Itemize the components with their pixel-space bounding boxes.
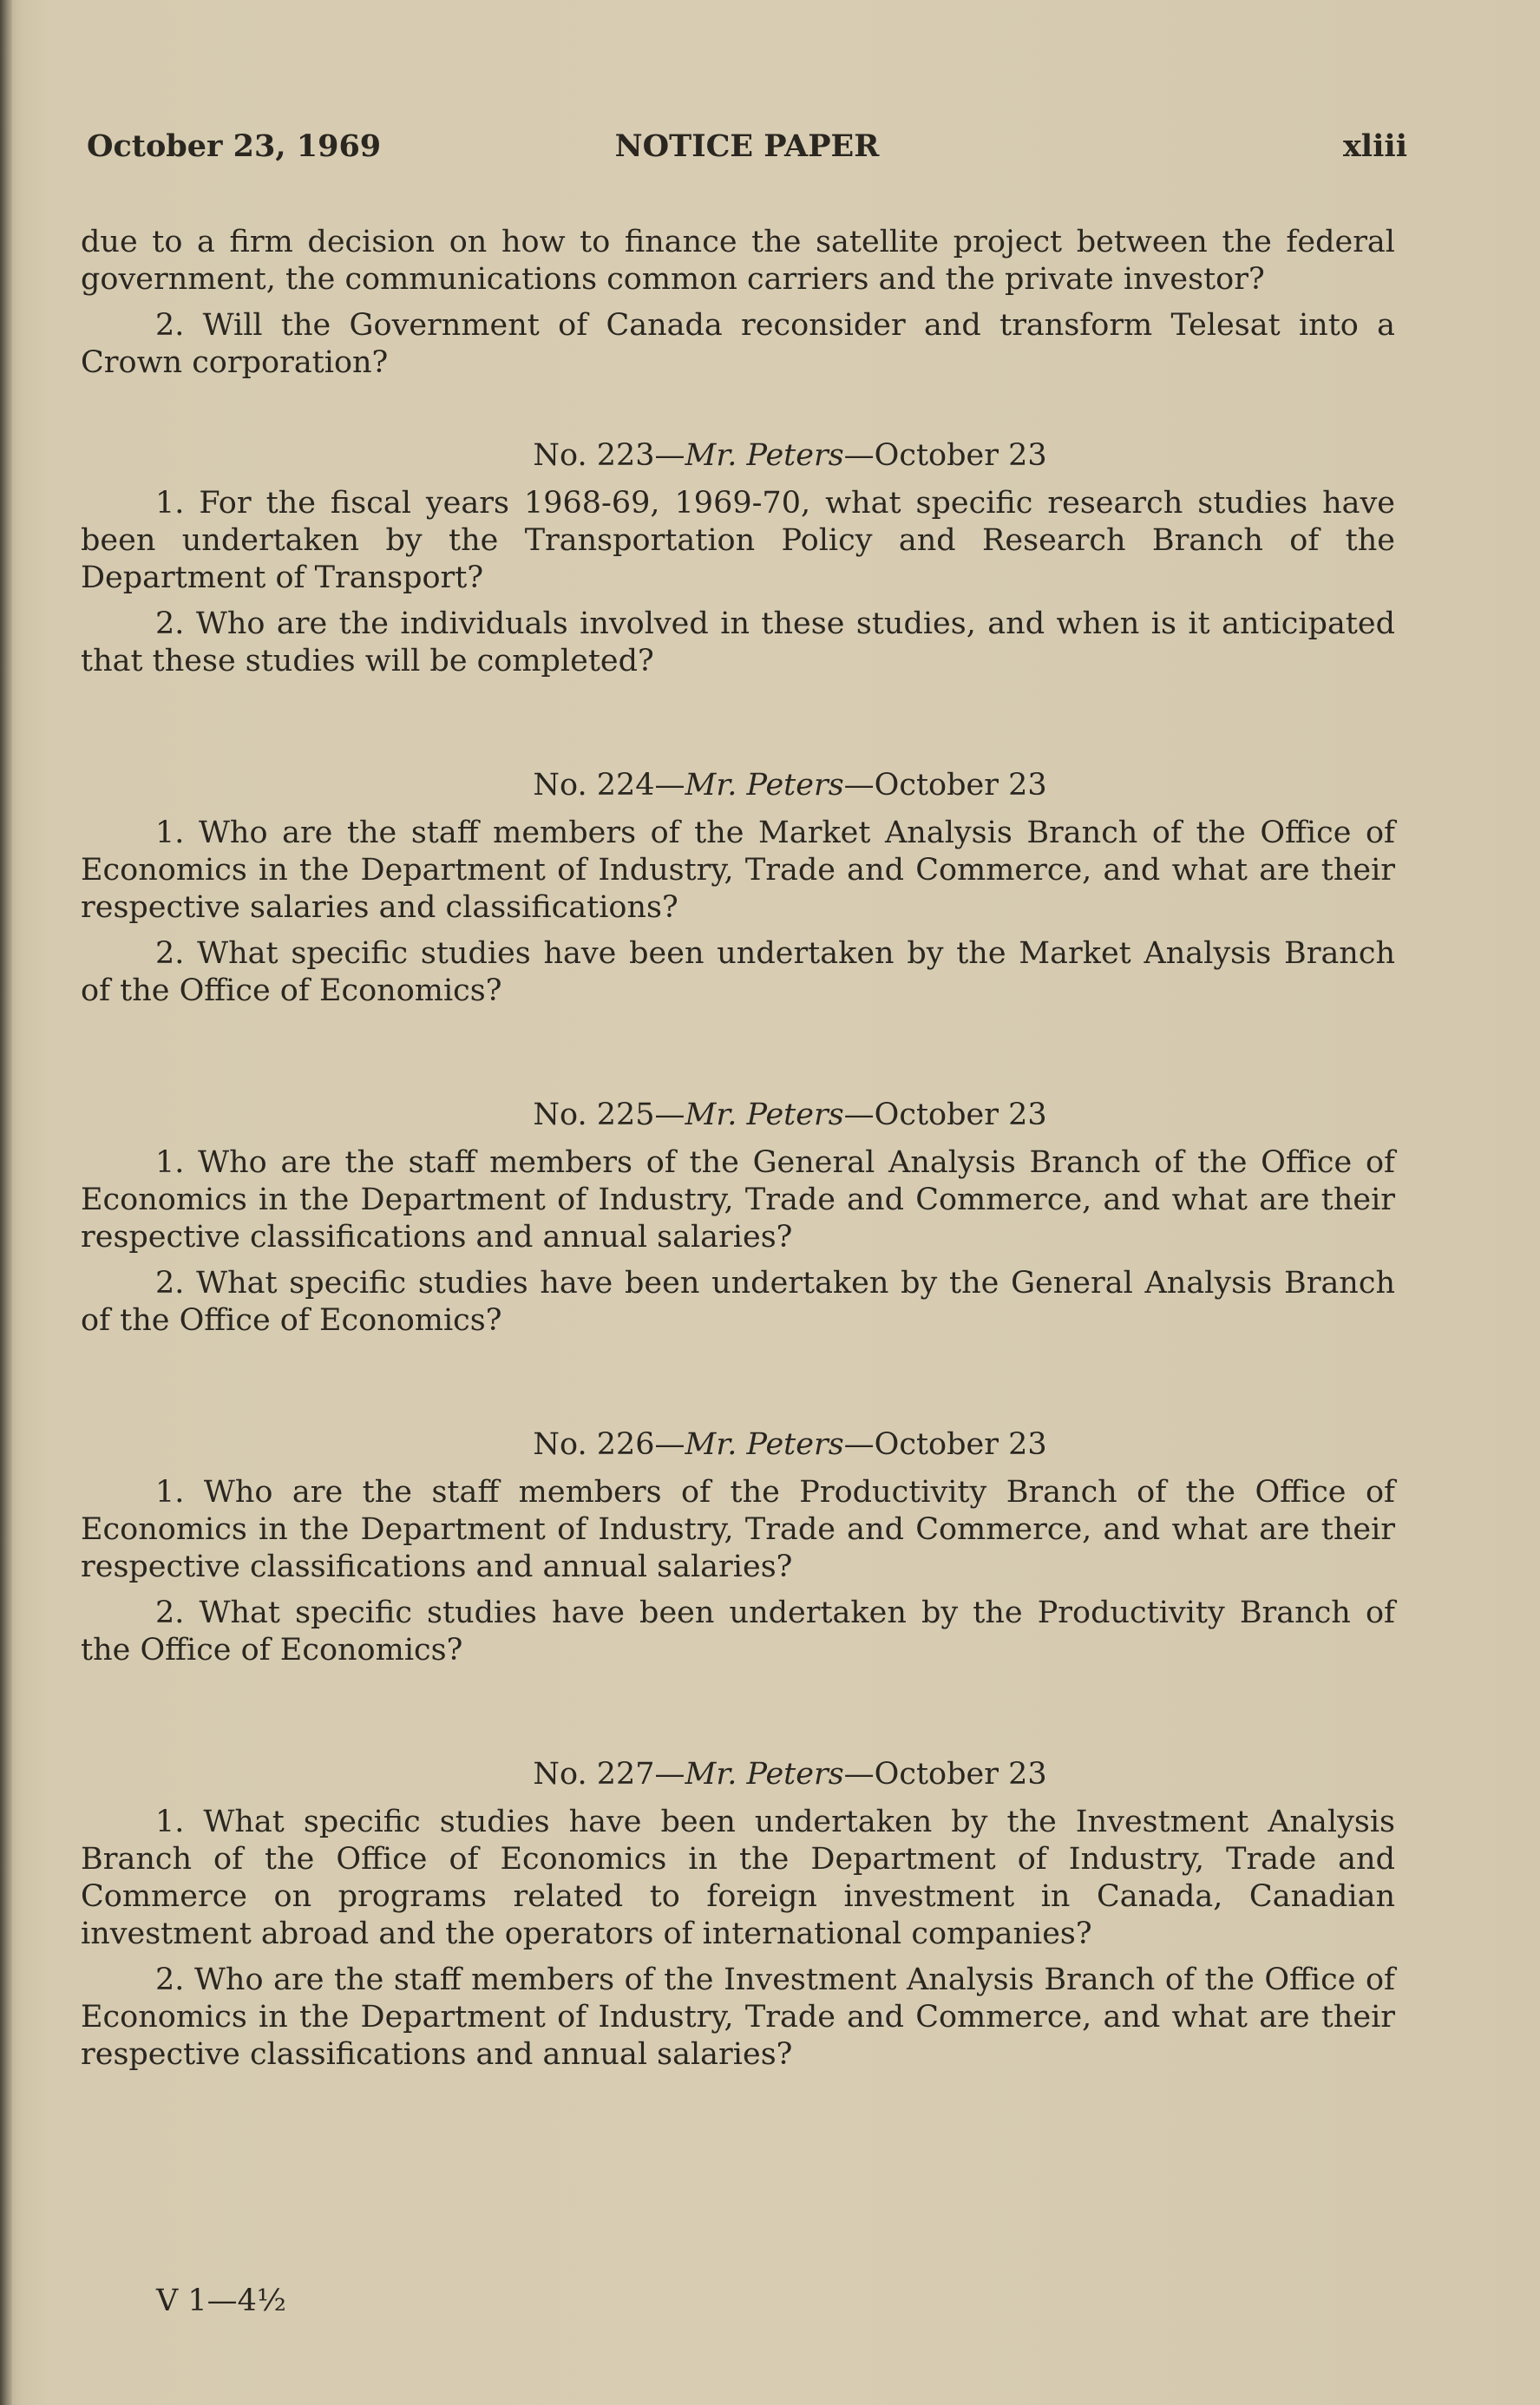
question-part: 1. What specific studies have been undertaken by the Investment Analysis Branch of the Office of Economics in the Department of Industry, Trade and Commerce on programs related to foreign investment in Canada, Canadian investment abroad and the operators of international companies? <box>81 1805 1395 1951</box>
question-223 <box>81 437 1395 680</box>
header-title: NOTICE PAPER <box>614 128 880 164</box>
header-date: October 23, 1969 <box>87 128 382 164</box>
question-part: 2. What specific studies have been undertaken by the Market Analysis Branch of the Office of Economics? <box>81 936 1395 1008</box>
question-member: Mr. Peters <box>685 1098 844 1132</box>
page-content <box>81 224 1395 2082</box>
question-part: 2. What specific studies have been undertaken by the General Analysis Branch of the Office of Economics? <box>81 1266 1395 1338</box>
question-number: No. 227— <box>533 1757 685 1792</box>
question-date: —October 23 <box>843 768 1047 803</box>
question-part: 2. Who are the staff members of the Investment Analysis Branch of the Office of Economics in the Department of Industry, Trade and Commerce, and what are their respective classifications and annual salaries? <box>81 1963 1395 2072</box>
question-date: —October 23 <box>843 1098 1047 1132</box>
question-number: No. 225— <box>533 1098 685 1132</box>
question-heading <box>81 1756 1395 1793</box>
question-number: No. 224— <box>533 768 685 803</box>
question-member: Mr. Peters <box>685 1757 844 1792</box>
question-member: Mr. Peters <box>685 1427 844 1462</box>
header-page-number: xliii <box>1342 128 1407 164</box>
continued-question <box>81 224 1395 382</box>
question-part: 1. For the fiscal years 1968-69, 1969-70, what specific research studies have been undertaken by the Transportation Policy and Research Branch of the Department of Transport? <box>81 486 1395 595</box>
question-226 <box>81 1426 1395 1669</box>
question-heading <box>81 1426 1395 1464</box>
question-date: —October 23 <box>843 438 1047 473</box>
question-date: —October 23 <box>843 1427 1047 1462</box>
question-member: Mr. Peters <box>685 438 844 473</box>
question-part: 2. Who are the individuals involved in these studies, and when is it anticipated that these studies will be completed? <box>81 606 1395 678</box>
question-part: 2. Will the Government of Canada reconsider and transform Telesat into a Crown corporation? <box>81 308 1395 380</box>
question-heading <box>81 767 1395 804</box>
question-part: 2. What specific studies have been undertaken by the Productivity Branch of the Office of Economics? <box>81 1596 1395 1668</box>
binding-spine <box>0 0 12 2405</box>
question-part: 1. Who are the staff members of the Market Analysis Branch of the Office of Economics in the Department of Industry, Trade and Commerce, and what are their respective salaries and classifications? <box>81 816 1395 925</box>
question-heading <box>81 1097 1395 1134</box>
question-part: 1. Who are the staff members of the Productivity Branch of the Office of Economics in the Department of Industry, Trade and Commerce, and what are their respective classifications and annual salaries? <box>81 1475 1395 1584</box>
continued-paragraph: due to a firm decision on how to finance the satellite project between the federal government, the communications common carriers and the private investor? <box>81 225 1395 297</box>
question-227 <box>81 1756 1395 2074</box>
running-header <box>87 128 1407 172</box>
signature-mark: V 1—4½ <box>156 2284 286 2318</box>
question-heading <box>81 437 1395 475</box>
question-date: —October 23 <box>843 1757 1047 1792</box>
question-number: No. 223— <box>533 438 685 473</box>
question-member: Mr. Peters <box>685 768 844 803</box>
question-224 <box>81 767 1395 1010</box>
question-number: No. 226— <box>533 1427 685 1462</box>
question-part: 1. Who are the staff members of the General Analysis Branch of the Office of Economics in the Department of Industry, Trade and Commerce, and what are their respective classifications and annual salaries? <box>81 1145 1395 1255</box>
question-225 <box>81 1097 1395 1340</box>
